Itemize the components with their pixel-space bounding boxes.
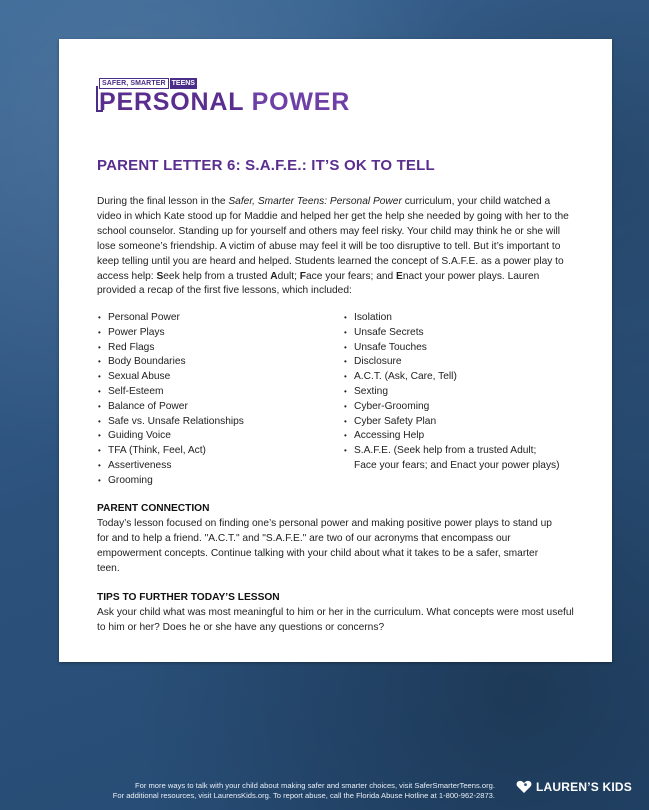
program-logo <box>99 78 350 116</box>
logo-word-power: POWER <box>251 88 351 116</box>
list-item: • Unsafe Secrets <box>343 326 560 341</box>
list-item: • Personal Power <box>97 311 244 326</box>
intro-text-2: curriculum, your child watched a video in which Kate stood up for Maddie and helped her get the help she needed by going with her to the school counselor. Standing up for yourself and others may feel risky. Your child may think he or she will lose someone’s friendship. A victim of abuse may feel it will be too disruptive to tell. But it’s important to keep telling until you are heard and helped. Students learned the concept of S.A.F.E. as a power play to access help: <box>97 196 569 282</box>
list-item: • Disclosure <box>343 355 560 370</box>
list-item: • Body Boundaries <box>97 355 244 370</box>
list-item: • A.C.T. (Ask, Care, Tell) <box>343 370 560 385</box>
list-item: • Power Plays <box>97 326 244 341</box>
tips-heading: TIPS TO FURTHER TODAY’S LESSON <box>97 592 280 603</box>
list-item: • Accessing Help <box>343 429 560 444</box>
parent-connection-heading: PARENT CONNECTION <box>97 503 210 514</box>
letter-card <box>59 39 612 662</box>
logo-bracket <box>96 86 103 112</box>
list-item: • Isolation <box>343 311 560 326</box>
safe-letter-s: S <box>156 270 164 282</box>
list-item: • Assertiveness <box>97 459 244 474</box>
list-item: • Sexting <box>343 385 560 400</box>
safe-letter-f: F <box>299 270 306 282</box>
list-item: • Balance of Power <box>97 400 244 415</box>
list-item-safe <box>343 444 560 474</box>
list-item: • Cyber Safety Plan <box>343 415 560 430</box>
list-item: • Safe vs. Unsafe Relationships <box>97 415 244 430</box>
safe-text-s: eek help from a trusted <box>163 270 271 282</box>
curriculum-name: Safer, Smarter Teens: Personal Power <box>228 196 402 207</box>
intro-paragraph <box>97 195 577 299</box>
safe-letter-e: E <box>396 270 403 282</box>
logo-wordmark <box>99 88 350 116</box>
list-item: • Unsafe Touches <box>343 341 560 356</box>
parent-connection-body: Today’s lesson focused on finding one’s personal power and making positive power plays to stand up for and to help a friend. "A.C.T." and "S.A.F.E." are two of our acronyms that encompass our empowerment concepts. Continue talking with your child about what it takes to be a safer, smarter teen. <box>97 518 552 574</box>
list-item: • Self-Esteem <box>97 385 244 400</box>
list-item: • Red Flags <box>97 341 244 356</box>
brand-name: LAUREN’S KIDS <box>536 780 632 794</box>
logo-word-personal: PERSONAL <box>99 88 244 116</box>
list-item: • Grooming <box>97 474 244 489</box>
tips-body: Ask your child what was most meaningful to him or her in the curriculum. What concepts were most useful to him or her? Does he or she have any questions or concerns? <box>97 607 574 633</box>
logo-tagline-safer: SAFER, SMARTER <box>99 78 169 89</box>
safe-text-e: nact your power plays. Lauren provided a recap of the first five lessons, which included: <box>97 270 540 297</box>
safe-item-line-2: Face your fears; and Enact your power plays) <box>354 459 560 471</box>
list-item: • Guiding Voice <box>97 429 244 444</box>
list-item: • Cyber-Grooming <box>343 400 560 415</box>
footer-line-2: For additional resources, visit LaurensKids.org. To report abuse, call the Florida Abuse Hotline at 1-800-962-2873. <box>112 791 495 800</box>
footer-line-1: For more ways to talk with your child about making safer and smarter choices, visit SaferSmarterTeens.org. <box>134 781 495 790</box>
lesson-list-left <box>97 311 244 489</box>
list-item: • Sexual Abuse <box>97 370 244 385</box>
page-title: PARENT LETTER 6: S.A.F.E.: IT’S OK TO TELL <box>97 157 435 174</box>
heart-icon <box>516 780 532 794</box>
laurens-kids-logo <box>516 780 632 794</box>
lesson-list-right <box>343 311 560 474</box>
footer-text <box>40 781 495 801</box>
list-item: • TFA (Think, Feel, Act) <box>97 444 244 459</box>
logo-tagline-teens: TEENS <box>171 80 195 87</box>
safe-text-f: ace your fears; and <box>305 270 397 282</box>
safe-letter-a: A <box>270 270 278 282</box>
safe-text-a: dult; <box>277 270 300 282</box>
safe-item-line-1: S.A.F.E. (Seek help from a trusted Adult; <box>354 445 537 457</box>
intro-text-1: During the final lesson in the <box>97 196 229 207</box>
